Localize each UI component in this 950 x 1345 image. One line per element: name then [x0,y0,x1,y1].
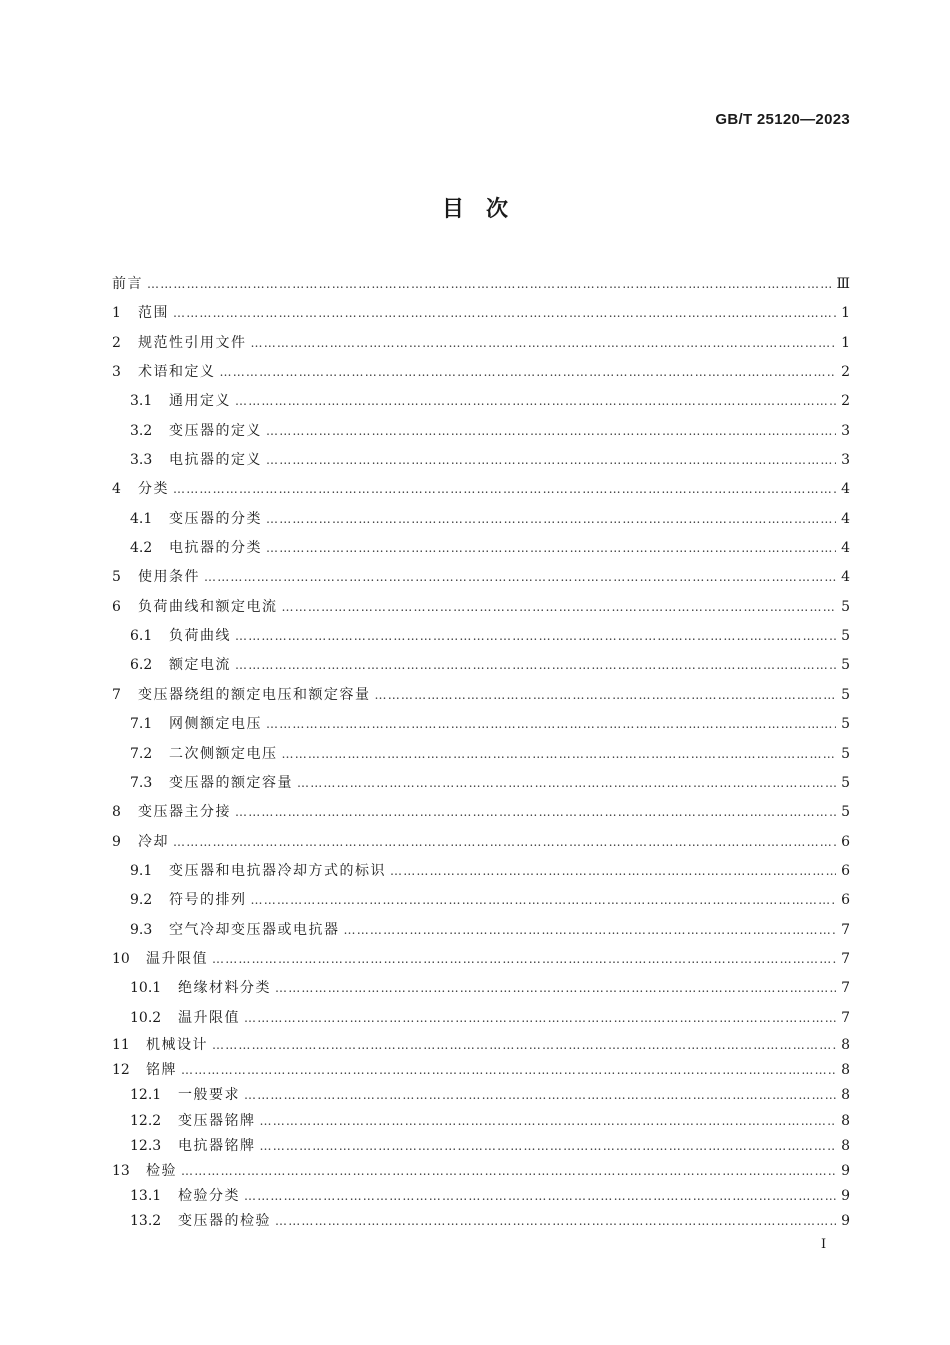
dot-leader [282,593,837,622]
dot-leader [275,1209,836,1234]
dot-leader [390,857,836,886]
toc-entry-title: 绝缘材料分类 [178,980,271,997]
toc-entry-page: 5 [841,598,850,615]
toc-entry-title: 变压器和电抗器冷却方式的标识 [169,862,386,879]
toc-entry-page: 4 [841,569,850,586]
toc-entry-page: 5 [841,745,850,762]
dot-leader [244,1004,836,1033]
toc-entry-page: 9 [841,1188,850,1205]
toc-entry-number: 12.2 [130,1112,162,1129]
toc-entry-number: 9.3 [130,921,153,938]
dot-leader [244,1184,836,1209]
toc-entry-page: 2 [841,364,850,381]
toc-entry-page: 5 [841,686,850,703]
toc-entry-page: 5 [841,804,850,821]
toc-entry-number: 3.3 [130,452,153,469]
toc-entry-page: 1 [841,334,850,351]
toc-entry-number: 1 [112,305,121,322]
toc-entry-number: 2 [112,334,121,351]
dot-leader [344,916,837,945]
toc-entry-title: 规范性引用文件 [138,334,247,351]
toc-entry-number: 7 [112,686,121,703]
toc-entry[interactable] [112,1083,850,1108]
toc-entry[interactable] [112,651,850,680]
toc-entry-title: 通用定义 [169,393,231,410]
dot-leader [251,886,837,915]
toc-entry-page: 7 [841,1009,850,1026]
dot-leader [181,1159,836,1184]
dot-leader [266,534,836,563]
dot-leader [375,681,837,710]
toc-entry-number: 10.1 [130,980,162,997]
toc-entry-number: 6.1 [130,628,153,645]
toc-entry[interactable] [112,769,850,798]
dot-leader [147,270,832,299]
toc-entry-page: 5 [841,657,850,674]
toc-entry-number: 7.3 [130,774,153,791]
toc-entry-title: 二次侧额定电压 [169,745,278,762]
dot-leader [235,651,836,680]
toc-entry[interactable] [112,299,850,328]
toc-entry-number: 3.2 [130,422,153,439]
toc-entry[interactable] [112,1134,850,1159]
dot-leader [235,387,836,416]
toc-entry-number: 13.1 [130,1188,162,1205]
toc-entry-number: 5 [112,569,121,586]
toc-entry-title: 使用条件 [138,569,200,586]
toc-entry-title: 额定电流 [169,657,231,674]
toc-entry[interactable] [112,974,850,1003]
standard-code: GB/T 25120—2023 [715,111,850,128]
toc-entry-page: 6 [841,833,850,850]
toc-entry-page: 7 [841,950,850,967]
dot-leader [173,828,836,857]
page-title: 目 次 [441,197,508,222]
toc-entry-page: 2 [841,393,850,410]
toc-entry[interactable] [112,916,850,945]
toc-entry-title: 变压器的检验 [178,1213,271,1230]
dot-leader [266,417,836,446]
toc-entry-title: 电抗器的定义 [169,452,262,469]
toc-entry-title: 负荷曲线 [169,628,231,645]
page-number: Ⅰ [821,1237,827,1252]
table-of-contents [112,270,850,1234]
toc-entry[interactable] [112,1109,850,1134]
dot-leader [212,945,836,974]
toc-entry[interactable] [112,358,850,387]
toc-entry-number: 3 [112,364,121,381]
toc-entry-number: 6.2 [130,657,153,674]
dot-leader [235,798,836,827]
toc-entry[interactable] [112,1004,850,1033]
toc-entry-page: 7 [841,921,850,938]
toc-entry-title: 检验 [146,1162,177,1179]
dot-leader [282,740,837,769]
toc-entry-page: 8 [841,1036,850,1053]
toc-entry[interactable] [112,475,850,504]
toc-entry-title: 网侧额定电压 [169,716,262,733]
dot-leader [275,974,836,1003]
toc-entry[interactable] [112,1159,850,1184]
toc-entry-number: 7.1 [130,716,153,733]
toc-entry-title: 检验分类 [178,1188,240,1205]
toc-entry-page: 1 [841,305,850,322]
toc-entry-title: 冷却 [138,833,169,850]
toc-entry[interactable] [112,710,850,739]
toc-entry-page: 5 [841,716,850,733]
toc-entry-page: 3 [841,422,850,439]
toc-entry[interactable] [112,886,850,915]
dot-leader [260,1134,837,1159]
toc-entry-page: 9 [841,1162,850,1179]
toc-entry[interactable] [112,417,850,446]
toc-entry-page: 5 [841,628,850,645]
toc-entry[interactable] [112,1184,850,1209]
toc-entry-number: 13 [112,1162,130,1179]
toc-entry-title: 变压器的定义 [169,422,262,439]
toc-entry-number: 12.1 [130,1087,162,1104]
toc-entry-title: 一般要求 [178,1087,240,1104]
dot-leader [235,622,836,651]
toc-entry[interactable] [112,534,850,563]
toc-entry-title: 负荷曲线和额定电流 [138,598,278,615]
toc-entry-number: 11 [112,1036,130,1053]
toc-entry[interactable] [112,945,850,974]
toc-entry-page: 6 [841,862,850,879]
toc-entry-number: 9.2 [130,892,153,909]
toc-entry[interactable] [112,505,850,534]
toc-entry-page: 8 [841,1087,850,1104]
toc-entry-page: 8 [841,1112,850,1129]
toc-entry-title: 温升限值 [146,950,208,967]
toc-entry-title: 范围 [138,305,169,322]
toc-entry-page: 5 [841,774,850,791]
toc-entry[interactable] [112,387,850,416]
toc-entry-title: 铭牌 [146,1062,177,1079]
dot-leader [212,1033,836,1058]
toc-entry-number: 8 [112,804,121,821]
toc-entry-page: 8 [841,1137,850,1154]
toc-entry-number: 7.2 [130,745,153,762]
toc-entry[interactable] [112,681,850,710]
toc-entry[interactable] [112,857,850,886]
toc-entry-number: 13.2 [130,1213,162,1230]
toc-entry-title: 机械设计 [146,1036,208,1053]
toc-entry-number: 10 [112,950,130,967]
toc-entry-number: 4 [112,481,121,498]
toc-entry-page: 8 [841,1062,850,1079]
toc-entry-number: 3.1 [130,393,153,410]
toc-entry-title: 术语和定义 [138,364,216,381]
dot-leader [181,1058,836,1083]
dot-leader [251,329,837,358]
toc-entry-title: 变压器绕组的额定电压和额定容量 [138,686,371,703]
toc-entry[interactable] [112,446,850,475]
toc-entry[interactable] [112,593,850,622]
toc-entry-number: 10.2 [130,1009,162,1026]
dot-leader [297,769,836,798]
toc-entry-title: 变压器的分类 [169,510,262,527]
dot-leader [260,1109,837,1134]
dot-leader [244,1083,836,1108]
dot-leader [173,299,836,328]
dot-leader [266,710,836,739]
toc-entry-title: 电抗器铭牌 [178,1137,256,1154]
toc-entry[interactable] [112,828,850,857]
toc-entry-page: 6 [841,892,850,909]
toc-entry-number: 6 [112,598,121,615]
toc-entry[interactable] [112,270,850,299]
toc-entry[interactable] [112,740,850,769]
toc-entry[interactable] [112,563,850,592]
toc-entry-page: 4 [841,540,850,557]
toc-entry-page: 4 [841,481,850,498]
toc-entry-title: 前言 [112,276,143,292]
toc-entry-page: Ⅲ [836,276,850,292]
toc-entry[interactable] [112,622,850,651]
toc-entry-title: 温升限值 [178,1009,240,1026]
toc-entry-title: 变压器铭牌 [178,1112,256,1129]
toc-entry-title: 变压器主分接 [138,804,231,821]
toc-entry-number: 12 [112,1062,130,1079]
toc-entry-number: 12.3 [130,1137,162,1154]
toc-entry-number: 9 [112,833,121,850]
toc-entry[interactable] [112,1033,850,1058]
toc-entry-page: 7 [841,980,850,997]
toc-entry-title: 符号的排列 [169,892,247,909]
toc-entry[interactable] [112,1209,850,1234]
dot-leader [204,563,836,592]
toc-entry-title: 变压器的额定容量 [169,774,293,791]
toc-entry-page: 9 [841,1213,850,1230]
toc-entry-page: 3 [841,452,850,469]
dot-leader [220,358,837,387]
toc-entry-number: 9.1 [130,862,153,879]
toc-entry[interactable] [112,1058,850,1083]
toc-entry[interactable] [112,329,850,358]
toc-entry-title: 电抗器的分类 [169,540,262,557]
dot-leader [266,446,836,475]
toc-entry-title: 空气冷却变压器或电抗器 [169,921,340,938]
toc-entry-page: 4 [841,510,850,527]
toc-entry[interactable] [112,798,850,827]
toc-entry-number: 4.1 [130,510,153,527]
dot-leader [266,505,836,534]
toc-entry-title: 分类 [138,481,169,498]
toc-entry-number: 4.2 [130,540,153,557]
dot-leader [173,475,836,504]
